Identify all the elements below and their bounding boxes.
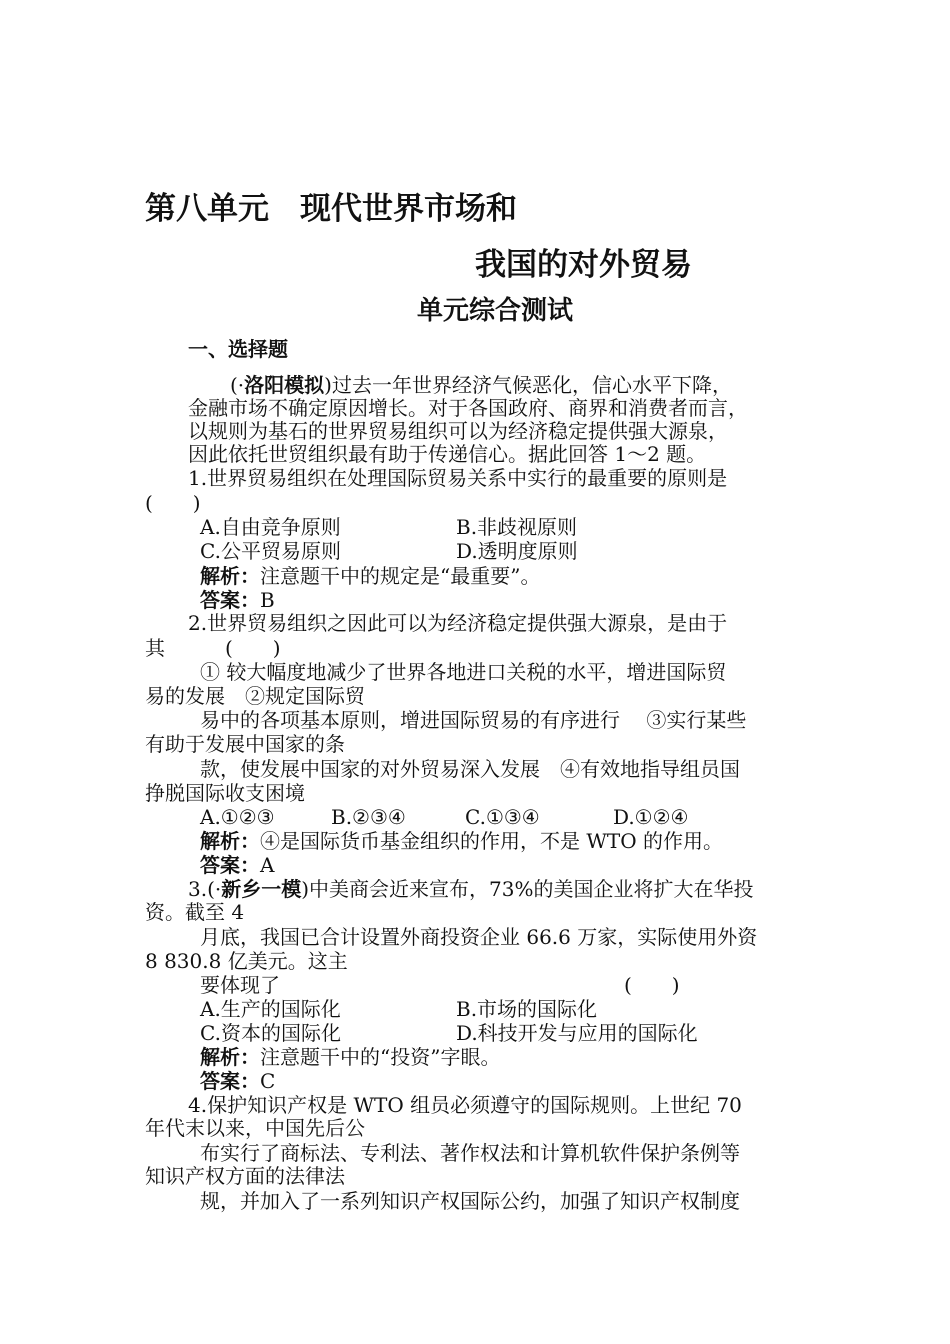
q2-option-c: C.①③④ bbox=[465, 805, 540, 829]
q3-stem-line1 bbox=[188, 877, 754, 901]
q3-answer bbox=[200, 1069, 275, 1093]
q1-option-d: D.透明度原则 bbox=[456, 539, 578, 563]
q3-answer-value: C bbox=[260, 1069, 276, 1093]
q2-statement-line3: 易中的各项基本原则，增进国际贸易的有序进行 ③实行某些 bbox=[200, 708, 747, 732]
q1-answer-value: B bbox=[260, 588, 275, 612]
q1-analysis-text: 注意题干中的规定是“最重要”。 bbox=[260, 564, 541, 588]
q3-analysis bbox=[200, 1045, 500, 1069]
intro-source: 洛阳模拟 bbox=[244, 373, 325, 397]
unit-subtitle: 单元综合测试 bbox=[417, 296, 574, 326]
q4-stem-line2: 年代末以来，中国先后公 bbox=[145, 1116, 365, 1140]
q1-analysis-label: 解析： bbox=[200, 564, 260, 588]
unit-title-line1: 第八单元 现代世界市场和 bbox=[145, 191, 517, 227]
intro-source-suffix: ) bbox=[324, 373, 332, 397]
q3-number: 3.(· bbox=[188, 877, 222, 901]
q2-statement-line4: 有助于发展中国家的条 bbox=[145, 732, 345, 756]
intro-line2: 金融市场不确定原因增长。对于各国政府、商界和消费者而言， bbox=[188, 396, 748, 420]
q3-stem-text: )中美商会近来宣布，73%的美国企业将扩大在华投 bbox=[301, 877, 754, 901]
q2-stem-line2: 其 ( ) bbox=[145, 636, 281, 660]
q2-analysis bbox=[200, 829, 723, 853]
q4-stem-line3: 布实行了商标法、专利法、著作权法和计算机软件保护条例等 bbox=[200, 1141, 740, 1165]
q2-answer-value: A bbox=[260, 853, 275, 877]
q3-option-d: D.科技开发与应用的国际化 bbox=[456, 1021, 698, 1045]
q1-answer-label: 答案： bbox=[200, 588, 260, 612]
q1-stem-line2: ( ) bbox=[145, 491, 201, 515]
q3-answer-paren: ( ) bbox=[624, 973, 680, 997]
q1-answer bbox=[200, 588, 275, 612]
q2-analysis-label: 解析： bbox=[200, 829, 260, 853]
q3-stem-line2: 资。截至 4 bbox=[145, 900, 245, 924]
q1-option-a: A.自由竞争原则 bbox=[200, 515, 341, 539]
q2-option-a: A.①②③ bbox=[200, 805, 275, 829]
intro-source-prefix: (· bbox=[230, 373, 245, 397]
q3-analysis-text: 注意题干中的“投资”字眼。 bbox=[260, 1045, 501, 1069]
q2-option-d: D.①②④ bbox=[613, 805, 689, 829]
unit-title-line2: 我国的对外贸易 bbox=[475, 247, 692, 283]
q4-stem-line5: 规，并加入了一系列知识产权国际公约，加强了知识产权制度 bbox=[200, 1189, 740, 1213]
q2-statement-line1: ① 较大幅度地减少了世界各地进口关税的水平，增进国际贸 bbox=[200, 660, 727, 684]
section-heading: 一、选择题 bbox=[188, 337, 288, 361]
q2-statement-line2: 易的发展 ②规定国际贸 bbox=[145, 684, 365, 708]
q4-stem-line1: 4.保护知识产权是 WTO 组员必须遵守的国际规则。上世纪 70 bbox=[188, 1093, 742, 1117]
intro-line4: 因此依托世贸组织最有助于传递信心。据此回答 1～2 题。 bbox=[188, 442, 707, 466]
q2-option-b: B.②③④ bbox=[331, 805, 406, 829]
q3-stem-line3: 月底，我国已合计设置外商投资企业 66.6 万家，实际使用外资 bbox=[200, 925, 758, 949]
intro-line1-text: 过去一年世界经济气候恶化，信心水平下降， bbox=[331, 373, 732, 397]
q4-stem-line4: 知识产权方面的法律法 bbox=[145, 1164, 345, 1188]
q3-stem-line5: 要体现了 bbox=[200, 973, 280, 997]
q2-analysis-text: ④是国际货币基金组织的作用，不是 WTO 的作用。 bbox=[260, 829, 724, 853]
intro-line3: 以规则为基石的世界贸易组织可以为经济稳定提供强大源泉， bbox=[188, 419, 728, 443]
q3-option-c: C.资本的国际化 bbox=[200, 1021, 341, 1045]
q1-analysis bbox=[200, 564, 540, 588]
q3-source: 新乡一模 bbox=[221, 877, 302, 901]
q3-stem-line4: 8 830.8 亿美元。这主 bbox=[145, 949, 348, 973]
q2-answer-label: 答案： bbox=[200, 853, 260, 877]
q3-option-a: A.生产的国际化 bbox=[200, 997, 341, 1021]
q2-stem-line1: 2.世界贸易组织之因此可以为经济稳定提供强大源泉，是由于 bbox=[188, 611, 728, 635]
q3-answer-label: 答案： bbox=[200, 1069, 260, 1093]
q2-statement-line5: 款，使发展中国家的对外贸易深入发展 ④有效地指导组员国 bbox=[200, 757, 740, 781]
q2-answer bbox=[200, 853, 274, 877]
q3-option-b: B.市场的国际化 bbox=[456, 997, 598, 1021]
q1-option-c: C.公平贸易原则 bbox=[200, 539, 341, 563]
q3-analysis-label: 解析： bbox=[200, 1045, 260, 1069]
q1-option-b: B.非歧视原则 bbox=[456, 515, 578, 539]
q2-statement-line6: 挣脱国际收支困境 bbox=[145, 781, 305, 805]
q1-stem-line1: 1.世界贸易组织在处理国际贸易关系中实行的最重要的原则是 bbox=[188, 466, 728, 490]
intro-line1 bbox=[230, 373, 732, 397]
